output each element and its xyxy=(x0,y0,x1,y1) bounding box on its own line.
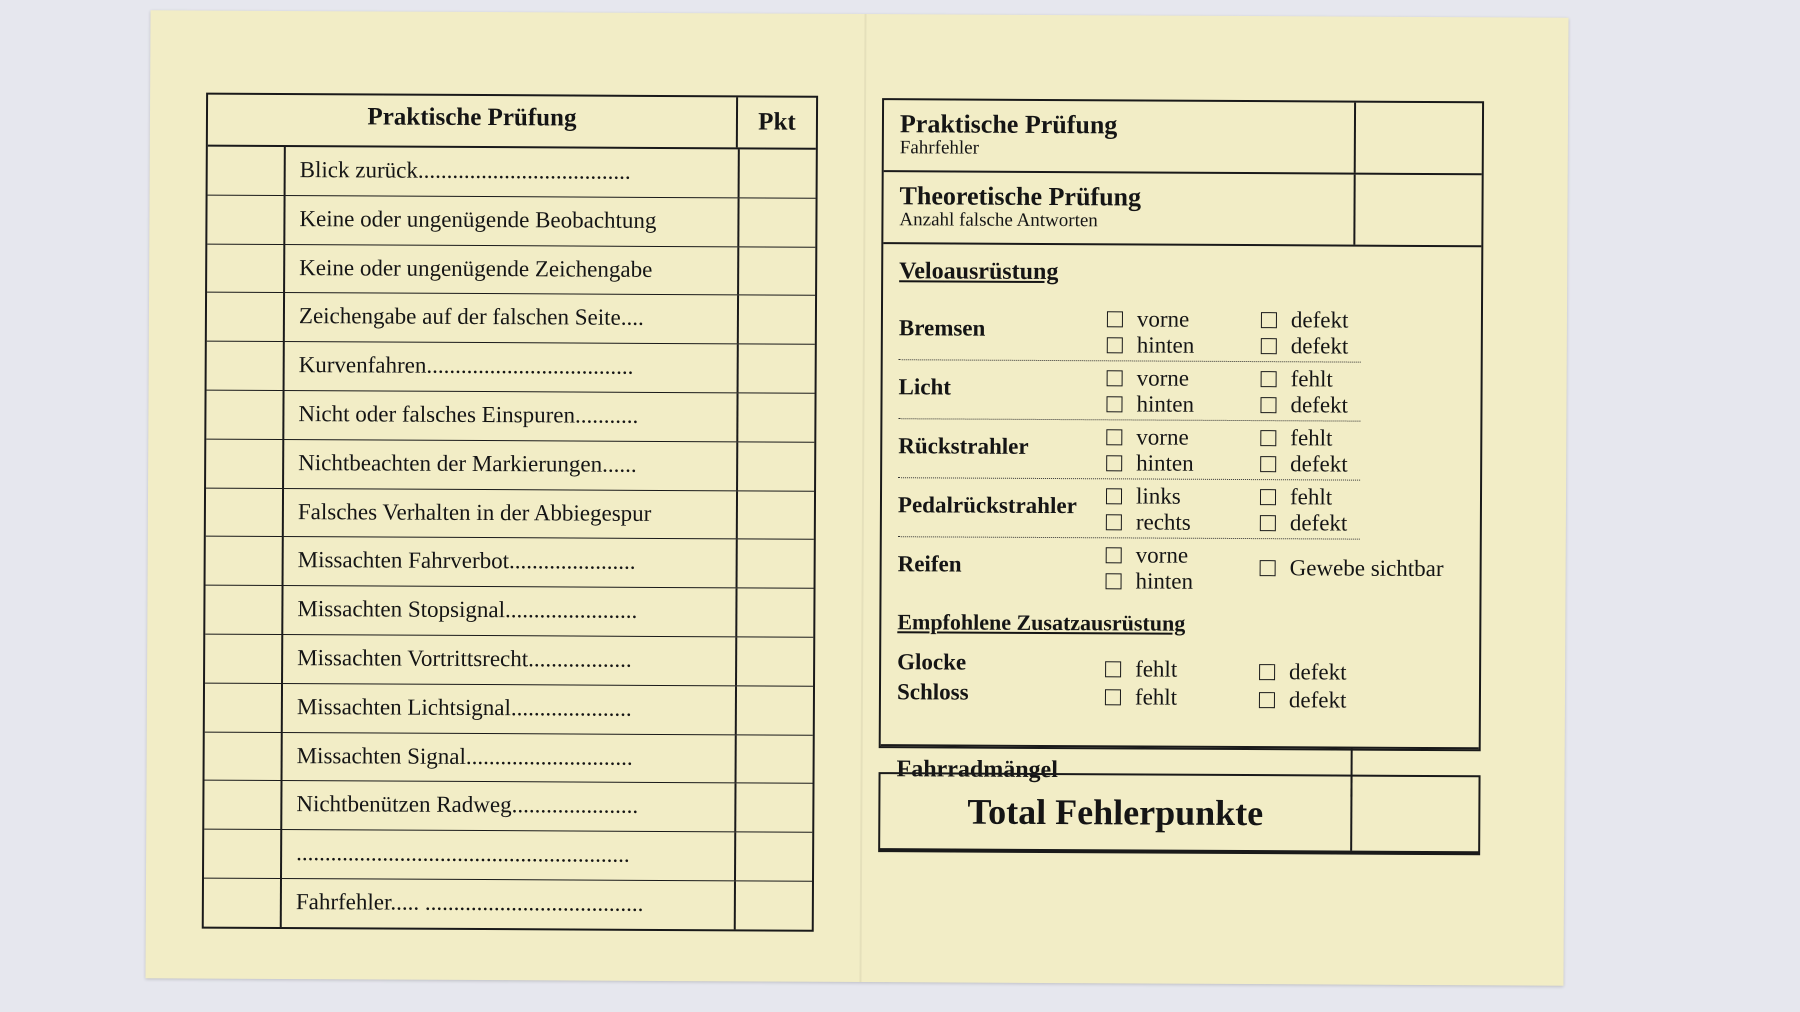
checkbox-square-icon xyxy=(1105,689,1121,705)
equipment-checkbox[interactable] xyxy=(1106,483,1191,509)
points-box[interactable] xyxy=(738,442,814,490)
equipment-checkbox[interactable] xyxy=(1261,333,1349,359)
points-box[interactable] xyxy=(738,491,814,539)
practical-exam-table-header xyxy=(208,95,816,150)
error-label: Falsches Verhalten in der Abbiegespur xyxy=(284,489,738,539)
equipment-checkbox[interactable] xyxy=(1105,568,1193,594)
error-label: Missachten Vortrittsrecht.................. xyxy=(283,635,737,685)
checkbox-square-icon xyxy=(1106,429,1122,445)
equipment-checkbox[interactable] xyxy=(1260,425,1348,451)
checkbox-square-icon xyxy=(1260,515,1276,531)
total-points-row xyxy=(878,772,1480,855)
theory-summary-cell xyxy=(883,172,1355,244)
error-label: Nicht oder falsches Einspuren........... xyxy=(284,391,738,441)
checkbox-label: defekt xyxy=(1290,333,1349,359)
theory-summary-subtitle: Anzahl falsche Antworten xyxy=(899,209,1098,232)
practical-summary-cell xyxy=(884,100,1356,172)
practical-exam-row xyxy=(207,342,815,394)
error-label: Nichtbeachten der Markierungen...... xyxy=(284,440,738,490)
bike-equipment-title: Veloausrüstung xyxy=(899,258,1059,286)
error-label: Missachten Signal............................. xyxy=(283,733,737,783)
checkbox-label: vorne xyxy=(1136,306,1190,332)
error-mark-box[interactable] xyxy=(207,195,285,243)
checkbox-square-icon xyxy=(1105,661,1121,677)
error-mark-box[interactable] xyxy=(204,879,282,927)
checkbox-label: hinten xyxy=(1136,332,1195,358)
points-box[interactable] xyxy=(739,247,815,295)
bell-missing-label: fehlt xyxy=(1135,656,1178,682)
error-label: Zeichengabe auf der falschen Seite.... xyxy=(285,293,739,343)
practical-exam-rows xyxy=(204,147,816,930)
error-mark-box[interactable] xyxy=(206,439,284,487)
checkbox-square-icon xyxy=(1260,456,1276,472)
checkbox-square-icon xyxy=(1260,397,1276,413)
theory-summary-box[interactable] xyxy=(1355,175,1481,246)
practical-exam-row xyxy=(206,439,814,491)
equipment-options-col1 xyxy=(1106,424,1194,476)
points-box[interactable] xyxy=(739,296,815,344)
equipment-options-col1 xyxy=(1107,306,1195,358)
theory-summary-row xyxy=(883,172,1481,247)
error-label: Fahrfehler..... ...................................... xyxy=(282,879,736,929)
equipment-checkbox[interactable] xyxy=(1260,510,1348,536)
points-box[interactable] xyxy=(739,198,815,246)
error-mark-box[interactable] xyxy=(206,537,284,585)
error-label: Blick zurück..................................... xyxy=(286,147,740,197)
practical-summary-subtitle: Fahrfehler xyxy=(899,137,980,159)
equipment-options-col2 xyxy=(1261,307,1349,359)
equipment-checkbox[interactable] xyxy=(1260,451,1348,477)
error-mark-box[interactable] xyxy=(205,732,283,780)
points-box[interactable] xyxy=(739,345,815,393)
points-box[interactable] xyxy=(736,833,812,881)
lock-defect-label: defekt xyxy=(1288,687,1347,713)
equipment-checkbox[interactable] xyxy=(1106,450,1194,476)
checkbox-square-icon xyxy=(1106,514,1122,530)
equipment-checkbox[interactable] xyxy=(1106,542,1194,568)
error-mark-box[interactable] xyxy=(205,683,283,731)
points-box[interactable] xyxy=(737,735,813,783)
error-mark-box[interactable] xyxy=(204,830,282,878)
additional-equipment-title: Empfohlene Zusatzausrüstung xyxy=(897,609,1186,636)
error-label: Kurvenfahren.................................... xyxy=(285,342,739,392)
bell-label: Glocke xyxy=(897,649,967,675)
checkbox-label: vorne xyxy=(1136,424,1189,450)
equipment-checkbox[interactable] xyxy=(1106,391,1194,417)
checkbox-label: vorne xyxy=(1135,542,1189,568)
equipment-checkbox[interactable] xyxy=(1107,332,1195,358)
checkbox-label: hinten xyxy=(1136,391,1195,417)
checkbox-label: fehlt xyxy=(1290,366,1333,392)
error-mark-box[interactable] xyxy=(205,586,283,634)
practical-exam-row xyxy=(208,147,816,199)
page-fold xyxy=(859,14,866,982)
points-box[interactable] xyxy=(738,393,814,441)
equipment-row xyxy=(899,301,1361,362)
bell-defect-checkbox[interactable] xyxy=(1259,659,1347,685)
error-mark-box[interactable] xyxy=(206,391,284,439)
equipment-checkbox[interactable] xyxy=(1261,307,1349,333)
checkbox-label: hinten xyxy=(1136,450,1194,476)
checkbox-label: hinten xyxy=(1135,568,1194,594)
equipment-options-col2 xyxy=(1260,425,1348,477)
checkbox-label: Gewebe sichtbar xyxy=(1289,555,1444,582)
checkbox-square-icon xyxy=(1106,573,1122,589)
checkbox-label: defekt xyxy=(1290,451,1348,477)
total-points-box[interactable] xyxy=(1352,777,1478,852)
equipment-options-col2 xyxy=(1260,484,1348,536)
checkbox-square-icon xyxy=(1260,560,1276,576)
equipment-label: Bremsen xyxy=(898,315,986,341)
checkbox-label: fehlt xyxy=(1290,425,1333,451)
error-mark-box[interactable] xyxy=(204,781,282,829)
equipment-label: Licht xyxy=(898,374,952,400)
practical-exam-row xyxy=(207,195,815,247)
checkbox-square-icon xyxy=(1106,396,1122,412)
error-label: Missachten Fahrverbot...................... xyxy=(284,537,738,587)
lock-label: Schloss xyxy=(896,679,969,705)
checkbox-square-icon xyxy=(1261,338,1277,354)
checkbox-square-icon xyxy=(1260,430,1276,446)
practical-exam-row xyxy=(206,537,814,589)
practical-exam-row xyxy=(207,293,815,345)
error-label: Missachten Lichtsignal..................... xyxy=(283,684,737,734)
practical-exam-table xyxy=(202,93,818,932)
error-mark-box[interactable] xyxy=(207,293,285,341)
checkbox-square-icon xyxy=(1260,489,1276,505)
checkbox-square-icon xyxy=(1106,488,1122,504)
total-points-label: Total Fehlerpunkte xyxy=(880,774,1352,850)
equipment-label: Reifen xyxy=(897,551,962,577)
checkbox-square-icon xyxy=(1107,370,1123,386)
checkbox-square-icon xyxy=(1261,312,1277,328)
error-label: .......................................................... xyxy=(282,830,736,880)
equipment-checkbox[interactable] xyxy=(1260,484,1348,510)
error-mark-box[interactable] xyxy=(206,488,284,536)
checkbox-label: vorne xyxy=(1136,365,1190,391)
practical-exam-row xyxy=(204,879,812,930)
checkbox-label: defekt xyxy=(1290,307,1349,333)
checkbox-square-icon xyxy=(1259,664,1275,680)
equipment-checkbox[interactable] xyxy=(1261,366,1349,392)
points-box[interactable] xyxy=(736,881,812,929)
practical-exam-title: Praktische Prüfung xyxy=(208,95,738,148)
checkbox-square-icon xyxy=(1259,692,1275,708)
bell-defect-label: defekt xyxy=(1289,659,1347,685)
equipment-checkbox[interactable] xyxy=(1260,555,1444,582)
equipment-checkbox[interactable] xyxy=(1106,509,1191,535)
equipment-options-col1 xyxy=(1105,542,1193,594)
lock-missing-label: fehlt xyxy=(1134,684,1178,710)
checkbox-label: defekt xyxy=(1289,510,1348,536)
checkbox-square-icon xyxy=(1107,337,1123,353)
equipment-checkbox[interactable] xyxy=(1260,392,1348,418)
equipment-list xyxy=(897,301,1444,597)
equipment-checkbox[interactable] xyxy=(1107,306,1195,332)
equipment-row xyxy=(898,360,1360,421)
equipment-options-col1 xyxy=(1106,365,1194,417)
form-paper xyxy=(145,10,1568,985)
equipment-row xyxy=(897,537,1444,597)
theory-summary-title: Theoretische Prüfung xyxy=(899,181,1142,212)
additional-equipment-list xyxy=(897,645,1359,717)
equipment-options-col2 xyxy=(1260,555,1444,582)
checkbox-label: fehlt xyxy=(1289,484,1333,510)
lock-defect-checkbox[interactable] xyxy=(1259,687,1347,713)
error-label: Keine oder ungenügende Zeichengabe xyxy=(285,245,739,295)
checkbox-square-icon xyxy=(1107,311,1123,327)
points-header: Pkt xyxy=(758,108,796,136)
checkbox-label: links xyxy=(1135,483,1181,509)
error-label: Keine oder ungenügende Beobachtung xyxy=(285,196,739,246)
practical-exam-row xyxy=(206,391,814,443)
error-mark-box[interactable] xyxy=(207,342,285,390)
error-label: Nichtbenützen Radweg...................... xyxy=(282,781,736,831)
error-mark-box[interactable] xyxy=(207,244,285,292)
practical-exam-row xyxy=(204,781,812,833)
points-box[interactable] xyxy=(737,589,813,637)
checkbox-square-icon xyxy=(1261,371,1277,387)
summary-table xyxy=(879,98,1484,784)
equipment-options-col2 xyxy=(1260,366,1348,418)
error-mark-box[interactable] xyxy=(208,147,286,195)
practical-exam-row xyxy=(207,244,815,296)
equipment-row xyxy=(898,419,1360,480)
equipment-checkbox[interactable] xyxy=(1107,365,1195,391)
points-box[interactable] xyxy=(740,149,816,197)
practical-summary-box[interactable] xyxy=(1356,103,1482,174)
practical-exam-row xyxy=(205,635,813,687)
practical-summary-title: Praktische Prüfung xyxy=(899,109,1118,140)
error-mark-box[interactable] xyxy=(205,635,283,683)
equipment-options-col1 xyxy=(1106,483,1191,535)
practical-exam-row xyxy=(205,586,813,638)
practical-exam-row xyxy=(204,830,812,882)
bike-equipment-section xyxy=(881,244,1482,784)
checkbox-square-icon xyxy=(1106,455,1122,471)
points-box[interactable] xyxy=(737,686,813,734)
practical-exam-row xyxy=(206,488,814,540)
points-box[interactable] xyxy=(736,784,812,832)
equipment-label: Pedalrückstrahler xyxy=(897,492,1077,519)
checkbox-label: defekt xyxy=(1290,392,1349,418)
checkbox-square-icon xyxy=(1106,547,1122,563)
bell-missing-checkbox[interactable] xyxy=(1105,656,1177,682)
error-label: Missachten Stopsignal....................... xyxy=(283,586,737,636)
equipment-row xyxy=(898,478,1360,539)
bike-defects-label: Fahrradmängel xyxy=(880,746,1352,796)
equipment-checkbox[interactable] xyxy=(1106,424,1194,450)
practical-exam-row xyxy=(205,732,813,784)
points-box[interactable] xyxy=(738,540,814,588)
practical-summary-row xyxy=(884,100,1482,175)
checkbox-label: rechts xyxy=(1135,509,1191,535)
equipment-label: Rückstrahler xyxy=(898,433,1029,459)
practical-exam-row xyxy=(205,683,813,735)
points-box[interactable] xyxy=(737,637,813,685)
lock-missing-checkbox[interactable] xyxy=(1105,684,1177,710)
